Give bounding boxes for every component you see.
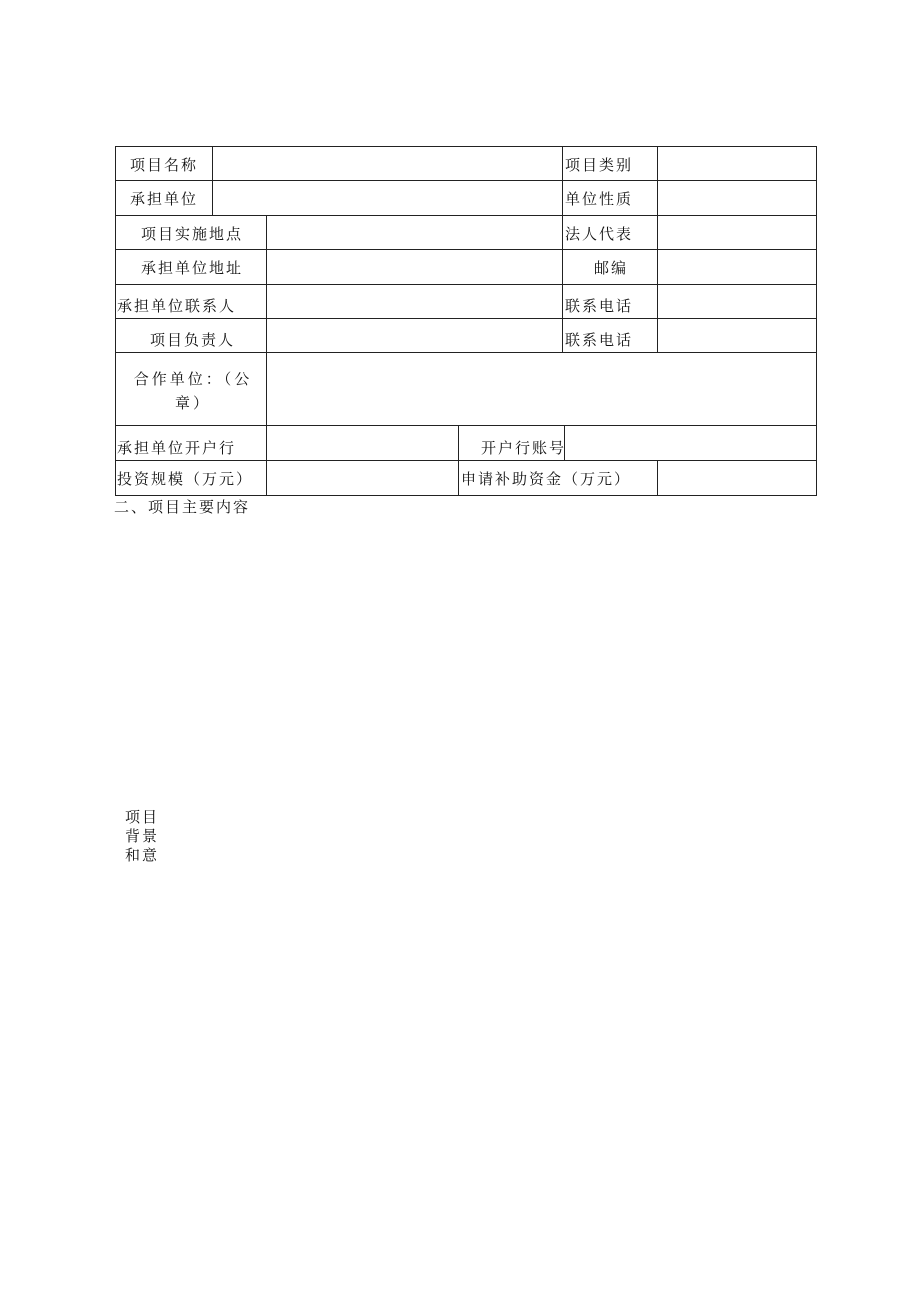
- unit-nature-label: 单位性质: [565, 190, 634, 208]
- unit-address-field[interactable]: [267, 250, 562, 284]
- grid-line: [115, 146, 116, 496]
- contact-phone-label: 联系电话: [565, 297, 634, 315]
- project-leader-field[interactable]: [267, 319, 562, 352]
- legal-representative-label: 法人代表: [565, 225, 634, 243]
- grid-line: [115, 495, 817, 496]
- project-category-field[interactable]: [658, 147, 816, 180]
- undertaking-unit-label: 承担单位: [130, 190, 199, 208]
- requested-subsidy-label: 申请补助资金（万元）: [461, 470, 632, 488]
- opening-bank-label: 承担单位开户行: [117, 439, 237, 457]
- investment-scale-field[interactable]: [267, 461, 458, 495]
- postcode-label: 邮编: [594, 259, 629, 277]
- leader-phone-field[interactable]: [658, 319, 816, 352]
- bank-account-label: 开户行账号: [481, 439, 567, 457]
- background-label-line: 项目: [125, 808, 160, 826]
- grid-line: [816, 146, 817, 496]
- implementation-location-label: 项目实施地点: [141, 225, 244, 243]
- implementation-location-field[interactable]: [267, 216, 562, 249]
- legal-representative-field[interactable]: [658, 216, 816, 249]
- requested-subsidy-field[interactable]: [658, 461, 816, 495]
- postcode-field[interactable]: [658, 250, 816, 284]
- section2-heading: 二、项目主要内容: [114, 498, 251, 516]
- grid-line: [458, 425, 459, 495]
- opening-bank-field[interactable]: [267, 426, 458, 460]
- project-background-label: [125, 808, 173, 865]
- investment-scale-label: 投资规模（万元）: [117, 470, 254, 488]
- partner-unit-label: 合作单位：（公章）: [133, 370, 253, 412]
- contact-phone-field[interactable]: [658, 285, 816, 318]
- project-name-label: 项目名称: [130, 156, 199, 174]
- leader-phone-label: 联系电话: [565, 331, 634, 349]
- unit-address-label: 承担单位地址: [141, 259, 244, 277]
- project-leader-label: 项目负责人: [150, 331, 236, 349]
- background-label-line: 背景: [125, 827, 160, 845]
- project-category-label: 项目类别: [565, 156, 634, 174]
- unit-contact-field[interactable]: [267, 285, 562, 318]
- bank-account-field[interactable]: [565, 426, 816, 460]
- unit-nature-field[interactable]: [658, 181, 816, 215]
- grid-line: [562, 146, 563, 352]
- background-label-line: 和意: [125, 846, 160, 864]
- partner-unit-field[interactable]: [267, 353, 816, 425]
- undertaking-unit-field[interactable]: [213, 181, 562, 215]
- project-background-content[interactable]: [176, 520, 816, 1220]
- unit-contact-label: 承担单位联系人: [117, 297, 237, 315]
- project-name-field[interactable]: [213, 147, 562, 180]
